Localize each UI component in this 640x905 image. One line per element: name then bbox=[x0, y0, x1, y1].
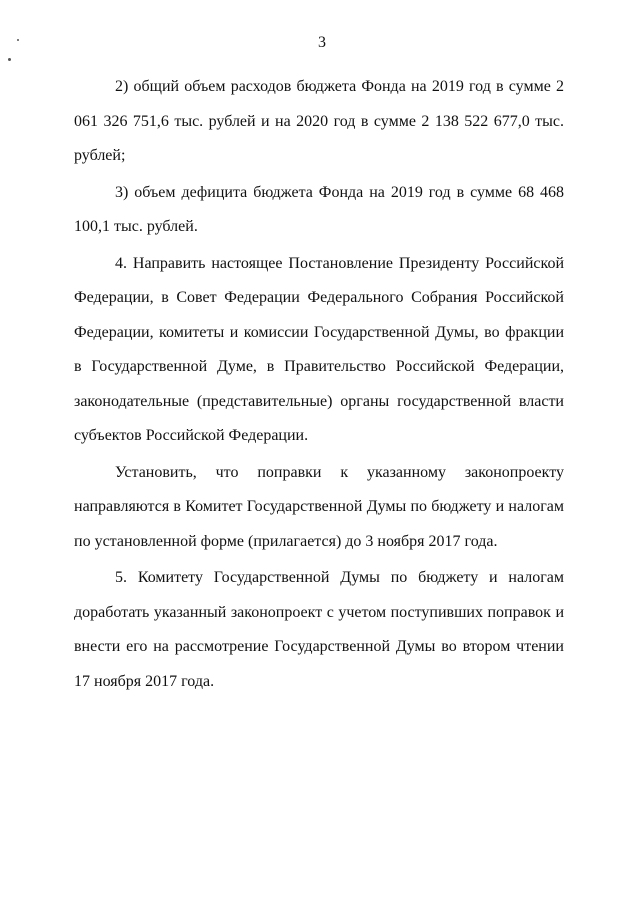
text-line: Федерации, комитеты и комиссии Государственной Думы, во фракции в bbox=[74, 323, 564, 375]
text-line: рублей; bbox=[74, 147, 126, 164]
text-line: 68 468 100,1 тыс. рублей. bbox=[74, 183, 565, 235]
text-line: Государственной Думе, в Правительство Российской Федерации, bbox=[91, 358, 565, 375]
scan-speck bbox=[8, 58, 11, 61]
text-line: 2) общий объем расходов бюджета Фонда на 2019 год в сумме bbox=[115, 78, 551, 95]
page-number: 3 bbox=[318, 34, 326, 51]
text-line: 5. Комитету Государственной Думы по бюджету и налогам bbox=[115, 569, 564, 586]
text-line: 17 ноября 2017 года. bbox=[74, 672, 215, 690]
text-line: 4. Направить настоящее Постановление Президенту Российской bbox=[115, 254, 564, 272]
text-line: 2 061 326 751,6 тыс. рублей и на 2020 год в сумме 2 138 522 677,0 тыс. bbox=[74, 78, 565, 130]
text-line: 3) объем дефицита бюджета Фонда на 2019 год в сумме bbox=[115, 183, 513, 201]
text-line: внести его на рассмотрение Государственной Думы во втором чтении bbox=[74, 638, 564, 655]
text-line: Федерации, в Совет Федерации Федерального Собрания Российской bbox=[74, 289, 564, 306]
text-line: Установить, что поправки к указанному законопроекту bbox=[115, 463, 564, 481]
document-body bbox=[74, 70, 564, 699]
paragraph-amendments bbox=[74, 456, 564, 560]
text-line: доработать указанный законопроект с учетом поступивших поправок и bbox=[74, 603, 564, 621]
text-line: субъектов Российской Федерации. bbox=[74, 427, 309, 444]
paragraph-deficit bbox=[74, 176, 564, 245]
text-line: законодательные (представительные) органы государственной власти bbox=[74, 392, 564, 410]
paragraph-expenditure bbox=[74, 70, 564, 174]
text-line: направляются в Комитет Государственной Думы по бюджету и налогам по bbox=[74, 498, 564, 550]
paragraph-committee bbox=[74, 561, 564, 699]
paragraph-send-resolution bbox=[74, 247, 564, 454]
text-line: установленной форме (прилагается) до 3 ноября 2017 года. bbox=[94, 532, 498, 550]
